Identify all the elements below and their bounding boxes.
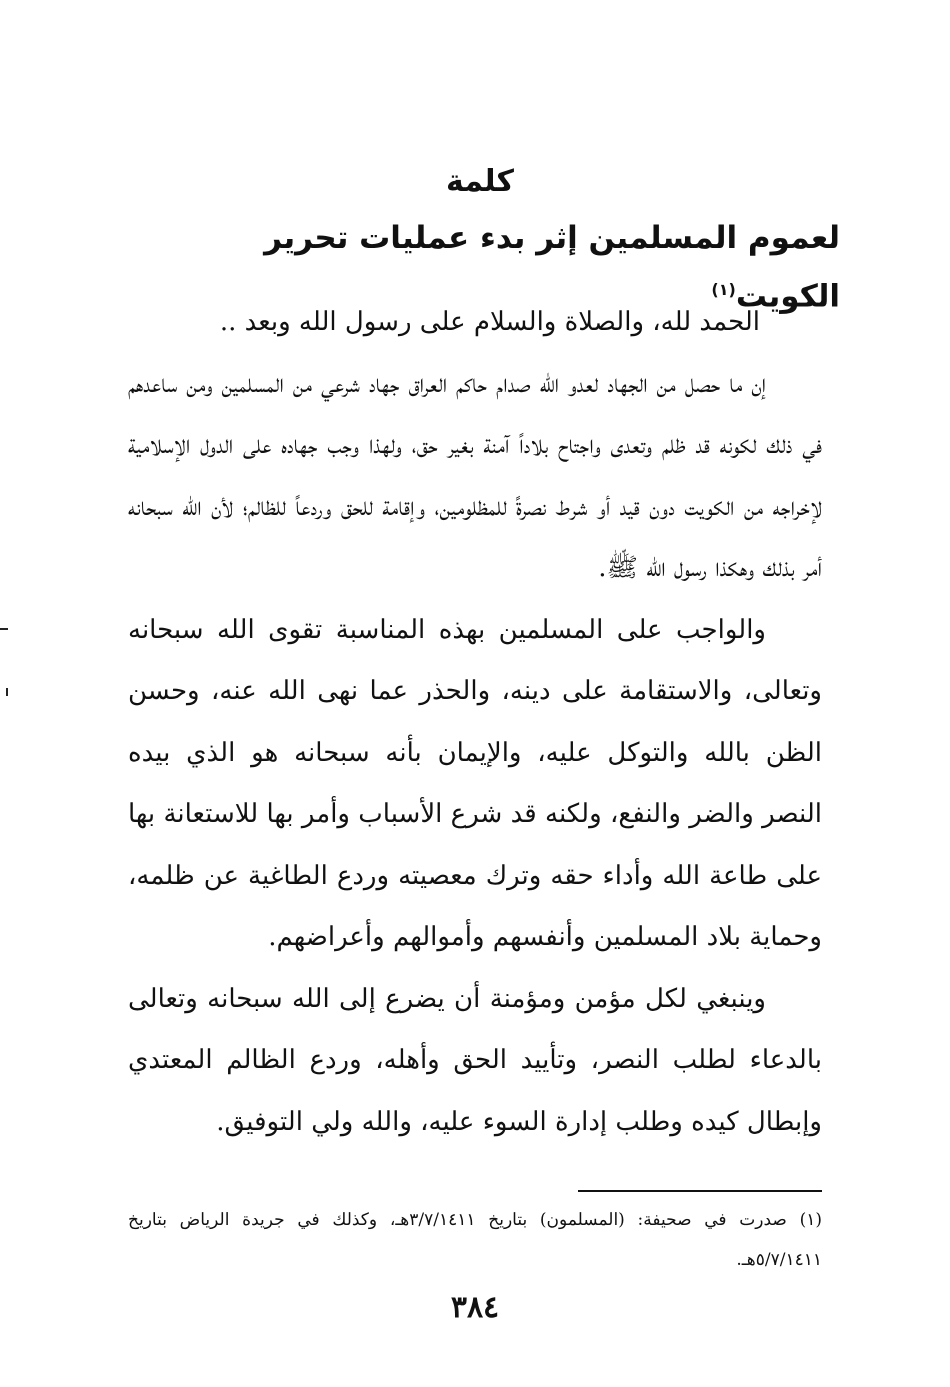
paragraph-opening: الحمد لله، والصلاة والسلام على رسول الله وبعد .. xyxy=(219,307,760,337)
footnote-divider xyxy=(578,1190,822,1192)
footnote-reference: (١) xyxy=(711,280,736,299)
scan-edge-mark xyxy=(0,628,8,630)
page-number: ٣٨٤ xyxy=(450,1290,500,1325)
body-text xyxy=(128,292,822,1153)
paragraph: وينبغي لكل مؤمن ومؤمنة أن يضرع إلى الله سبحانه وتعالى بالدعاء لطلب النصر، وتأييد الحق وأهله، وردع الظالم المعتدي وإبطال كيده وطلب إدارة السوء عليه، والله ولي التوفيق. xyxy=(128,983,822,1137)
paragraph: إن ما حصل من الجهاد لعدو الله صدام حاكم العراق جهاد شرعي من المسلمين ومن ساعدهم في ذلك لكونه قد ظلم وتعدى واجتاح بلاداً آمنة بغير حق، ولهذا وجب جهاده على الدول الإسلامية لإخراجه من الكويت دون قيد أو شرط نصرةً للمظلومين، وإقامة للحق وردعاً للظالم؛ لأن الله سبحانه أمر بذلك وهكذا رسول الله ﷺ. xyxy=(128,368,822,583)
paragraph: والواجب على المسلمين بهذه المناسبة تقوى الله سبحانه وتعالى، والاستقامة على دينه، والحذر عما نهى الله عنه، وحسن الظن بالله والتوكل عليه، والإيمان بأنه سبحانه هو الذي بيده النصر والضر والنفع، ولكنه قد شرع الأسباب وأمر بها للاستعانة بها على طاعة الله وأداء حقه وترك معصيته وردع الطاغية عن ظلمه، وحماية بلاد المسلمين وأنفسهم وأموالهم وأعراضهم. xyxy=(128,614,822,952)
title-line-2: لعموم المسلمين إثر بدء عمليات تحرير الكويت xyxy=(264,220,840,315)
title-line-1: كلمة xyxy=(446,164,514,199)
page-title xyxy=(120,160,840,204)
scan-edge-mark xyxy=(6,688,8,696)
footnote: (١) صدرت في صحيفة: (المسلمون) بتاريخ ٣/٧/١٤١١هـ، وكذلك في جريدة الرياض بتاريخ ٥/٧/١٤١١هـ. xyxy=(128,1210,822,1270)
